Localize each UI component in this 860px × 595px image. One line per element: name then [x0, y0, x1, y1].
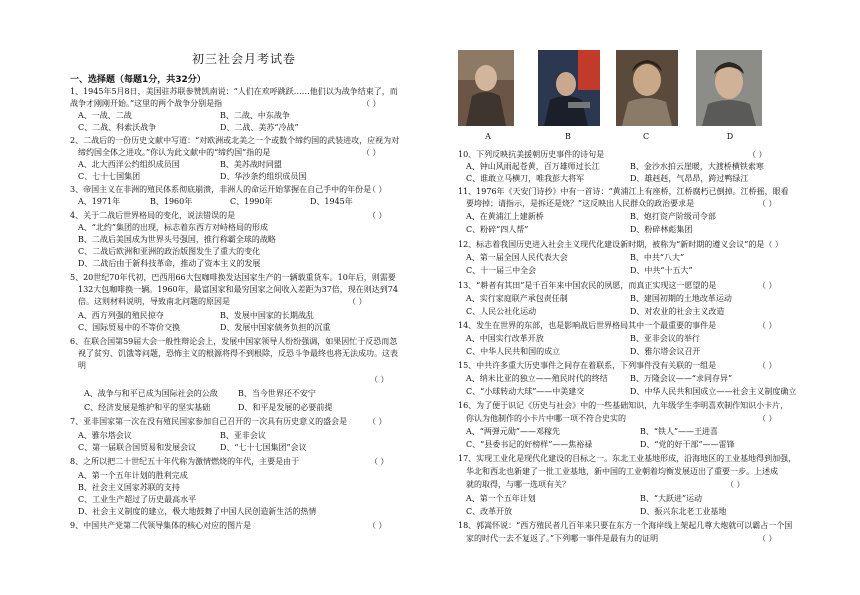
question-13-line-1: 13、“耕者有其田”是千百年来中国农民的夙愿，而真正实现这一愿望的是: [458, 281, 717, 290]
photo-label-b: B: [565, 132, 571, 141]
question-17-line-1: 17、实现工业化是现代化建设的目标之一。东北工业基地形成，沿海地区的工业基地得到加强，: [458, 454, 797, 463]
option-4b: B、二战后美国成为世界头号强国，推行称霸全球的战略: [78, 235, 276, 244]
photo-label-a: A: [485, 132, 491, 141]
option-5a: A、西方列强的殖民掠夺: [78, 311, 164, 320]
portrait-photo-b: [538, 50, 600, 126]
option-7d: D、“七十七国集团”会议: [220, 443, 307, 452]
option-1a: A、一战、二战: [78, 111, 132, 120]
portrait-photo-d: [696, 50, 762, 126]
option-1c: C、二战、科索沃战争: [78, 123, 157, 132]
question-9-photos: [458, 50, 798, 145]
option-3b: B、1960年: [150, 197, 193, 206]
photo-label-c: C: [642, 132, 650, 141]
option-3c: C、1990年: [230, 197, 273, 206]
option-12d: D、中共“十五大”: [630, 266, 693, 275]
question-6-line-1: 6、在联合国第59届大会一般性辩论会上，发展中国家领导人纷纷强调，如果因忙于反恐而忽: [70, 337, 398, 346]
question-15-line-1: 15、中共许多重大历史事件之间存在着联系，下列事件没有关联的一组是: [458, 361, 717, 370]
option-16b: B、“铁人”——王进喜: [640, 427, 719, 436]
answer-blank-15: （ ）: [758, 361, 777, 370]
option-14c: C、中华人民共和国的成立: [466, 347, 561, 356]
question-11-line-2: 要垮掉；请指示，是拆还是烧？”这反映出人民群众的政治要求是: [466, 199, 695, 208]
option-2a: A、北大西洋公约组织成员国: [78, 160, 180, 169]
answer-blank-6: （ ）: [370, 375, 389, 384]
option-4a: A、“北约”集团的出现，标志着东西方对峙格局的形成: [78, 223, 268, 232]
option-12c: C、十一届三中全会: [466, 266, 537, 275]
question-4-line-1: 4、关于二战后世界格局的变化，说法错误的是: [70, 211, 236, 220]
option-8c: C、工业生产超过了历史最高水平: [78, 495, 197, 504]
option-7a: A、雅尔塔会议: [78, 431, 132, 440]
question-1-line-1: 1、1945年5月8日，美国驻苏联参赞凯南说：“人们在欢呼跳跃……他们以为战争结束了，而: [70, 87, 398, 96]
question-17-line-2: 华北和西北也新建了一批工业基地，新中国的工业朝着均衡发展迈出了重要一步。上述成: [466, 467, 778, 476]
section-heading: 一、选择题（每题1分，共32分）: [70, 75, 206, 85]
answer-blank-13: （ ）: [758, 281, 777, 290]
page-title: 初三社会月考试卷: [191, 52, 296, 66]
option-11a: A、在黄浦江上建新桥: [466, 212, 544, 221]
option-10d: D、雄赳赳，气昂昂，跨过鸭绿江: [630, 174, 749, 183]
option-13b: B、建国初期的土地改革运动: [630, 294, 732, 303]
option-11c: C、粉碎“四人帮”: [466, 225, 529, 234]
question-6-line-3: 明: [78, 361, 86, 370]
option-5b: B、发展中国家的长期战乱: [220, 311, 314, 320]
option-3d: D、1945年: [310, 197, 353, 206]
question-18-line-2: 家的时代一去不复返了。”下列哪一事件是最有力的证明: [466, 534, 659, 543]
option-8d: D、社会主义制度的建立，极大地鼓舞了中国人民创造新生活的热情: [78, 507, 317, 516]
option-15a: A、纳米比亚的独立——殖民时代的终结: [466, 374, 608, 383]
answer-blank-18: （ ）: [758, 534, 777, 543]
question-7-line-1: 7、亚非国家第一次在没有殖民国家参加自己召开的一次具有历史意义的盛会是: [70, 417, 348, 426]
answer-blank-9: （ ）: [368, 521, 387, 530]
option-10b: B、金沙水拍云崖暖，大渡桥横铁索寒: [630, 162, 764, 171]
answer-blank-3: （ ）: [368, 185, 387, 194]
question-2-line-1: 2、二战后的一份历史文献中写道：“对欧洲或北美之一个或数个缔约国的武装进攻，应视为对: [70, 136, 400, 145]
answer-blank-10: （ ）: [748, 150, 767, 159]
option-7b: B、亚非会议: [220, 431, 266, 440]
answer-blank-17: （ ）: [726, 480, 745, 489]
option-10c: C、谁敢立马横刀，唯我彭大将军: [466, 174, 585, 183]
answer-blank-5: （ ）: [348, 297, 367, 306]
option-17c: C、改革开放: [466, 507, 513, 516]
option-11b: B、炮打资产阶级司令部: [630, 212, 716, 221]
option-2b: B、美苏战时同盟: [220, 160, 282, 169]
option-7c: C、第一届联合国贸易和发展会议: [78, 443, 197, 452]
option-15b: B、万隆会议——“求同存异”: [630, 374, 733, 383]
question-6-line-2: 视了贫穷、饥饿等问题，恐怖主义的根源将得不到根除，反恐斗争最终也将无法成功。这表: [78, 349, 398, 358]
answer-blank-14: （ ）: [758, 321, 777, 330]
option-5c: C、国际贸易中的不等价交换: [78, 323, 181, 332]
option-17a: A、第一个五年计划: [466, 494, 536, 503]
option-1b: B、二战、中东战争: [220, 111, 290, 120]
question-2-line-2: 缔约国全体之进攻。”你认为此文献中的“缔约国”指的是: [78, 148, 271, 157]
option-12b: B、中共“八大”: [630, 253, 685, 262]
option-17d: D、振兴东北老工业基地: [640, 507, 727, 516]
question-14-line-1: 14、发生在世界的东部，也是影响战后世界格局其中一个最重要的事件是: [458, 321, 717, 330]
answer-blank-1: （ ）: [362, 99, 381, 108]
answer-blank-7: （ ）: [368, 417, 387, 426]
option-6a: A、战争与和平已成为国际社会的公敌: [84, 389, 218, 398]
question-3-line-1: 3、帝国主义在非洲的殖民体系彻底崩溃，非洲人的命运开始掌握在自己手中的年份是: [70, 185, 372, 194]
option-8b: B、社会主义国家苏联的支持: [78, 483, 180, 492]
option-12a: A、第一届全国人民代表大会: [466, 253, 568, 262]
option-4c: C、二战后欧洲和亚洲的政治版图发生了重大的变化: [78, 247, 261, 256]
option-4d: D、二战后由于新科技革命，推动了资本主义的发展: [78, 259, 261, 268]
option-16a: A、“两弹元勋”——邓稼先: [466, 427, 560, 436]
option-17b: B、“大跃进”运动: [640, 494, 703, 503]
option-10a: A、钟山风雨起苍黄，百万雄师过长江: [466, 162, 600, 171]
question-8-line-1: 8、之所以把二十世纪五十年代称为激情燃烧的年代，主要是由于: [70, 457, 300, 466]
option-14a: A、中国实行改革开放: [466, 334, 544, 343]
option-15c: C、“小球转动大球”——中美建交: [466, 387, 585, 396]
question-11-line-1: 11、1976年《天安门诗抄》中有一首诗：“黄浦江上有座桥，江桥腐朽已倒掉。江桥摇，眼看: [458, 187, 789, 196]
answer-blank-4: （ ）: [368, 211, 387, 220]
option-13d: D、对农业的社会主义改造: [630, 307, 725, 316]
option-1d: D、二战、美苏“冷战”: [220, 123, 299, 132]
option-3a: A、1971年: [78, 197, 121, 206]
answer-blank-16: （ ）: [758, 414, 777, 423]
option-6b: B、当今世界还不安宁: [238, 389, 316, 398]
option-14d: D、雅尔塔会议召开: [630, 347, 701, 356]
option-2d: D、华沙条约组织成员国: [220, 172, 307, 181]
option-2c: C、七十七国集团: [78, 172, 141, 181]
question-10-line-1: 10、下列反映抗美援朝历史事件的诗句是: [458, 150, 605, 159]
answer-blank-2: （ ）: [362, 148, 381, 157]
option-5d: D、发展中国家债务负担的沉重: [220, 323, 331, 332]
option-11d: D、粉碎林彪集团: [630, 225, 693, 234]
question-12-line-1: 12、标志着我国历史进入社会主义现代化建设新时期，被称为“新时期的遵义会议”的是（ ）: [458, 240, 783, 249]
question-5-line-2: 132大包咖啡换一辆。1960年，最富国家和最穷国家之间收入差距为37倍，现在则达到74: [78, 285, 398, 294]
question-17-line-3: 就的取得，与哪一选项有关？: [466, 480, 570, 489]
question-5-line-1: 5、20世纪70年代初，巴西用66大包咖啡换发达国家生产的一辆载重货车。10年后，则需要: [70, 273, 396, 282]
option-6c: C、经济发展是维护和平的坚实基础: [84, 403, 211, 412]
option-8a: A、第一个五年计划的胜利完成: [78, 471, 188, 480]
option-16c: C、“县委书记的好榜样”——焦裕禄: [466, 440, 593, 449]
option-6d: D、和平是发展的必要前提: [238, 403, 333, 412]
option-13a: A、实行家庭联产承包责任制: [466, 294, 568, 303]
question-16-line-2: 你认为他制作的小卡片中哪一项不符合史实的: [466, 414, 626, 423]
portrait-photo-c: [616, 50, 678, 126]
question-1-line-2: 战争才刚刚开始。”这里的两个战争分别是指: [70, 99, 223, 108]
question-18-line-1: 18、郭嵩怀说：“西方殖民者几百年来只要在东方一个海岸线上架起几尊大炮就可以霸占一个国: [458, 521, 793, 530]
option-14b: B、亚非会议的举行: [630, 334, 700, 343]
answer-blank-11: （ ）: [758, 199, 777, 208]
question-9-line-1: 9、中国共产党第二代领导集体的核心对应的图片是: [70, 521, 252, 530]
portrait-photo-a: [458, 50, 514, 126]
question-5-line-3: 倍。这则材料说明，导致南北问题的原因是: [78, 297, 230, 306]
option-13c: C、人民公社化运动: [466, 307, 537, 316]
answer-blank-8: （ ）: [370, 457, 389, 466]
question-16-line-1: 16、为了便于识记《历史与社会》中的一些基础知识，九年级学生李明喜欢制作知识小卡片，: [458, 401, 789, 410]
option-16d: D、“党的好干部”——雷锋: [640, 440, 735, 449]
option-15d: D、中华人民共和国成立——社会主义制度确立: [630, 387, 797, 396]
photo-label-d: D: [726, 132, 734, 141]
